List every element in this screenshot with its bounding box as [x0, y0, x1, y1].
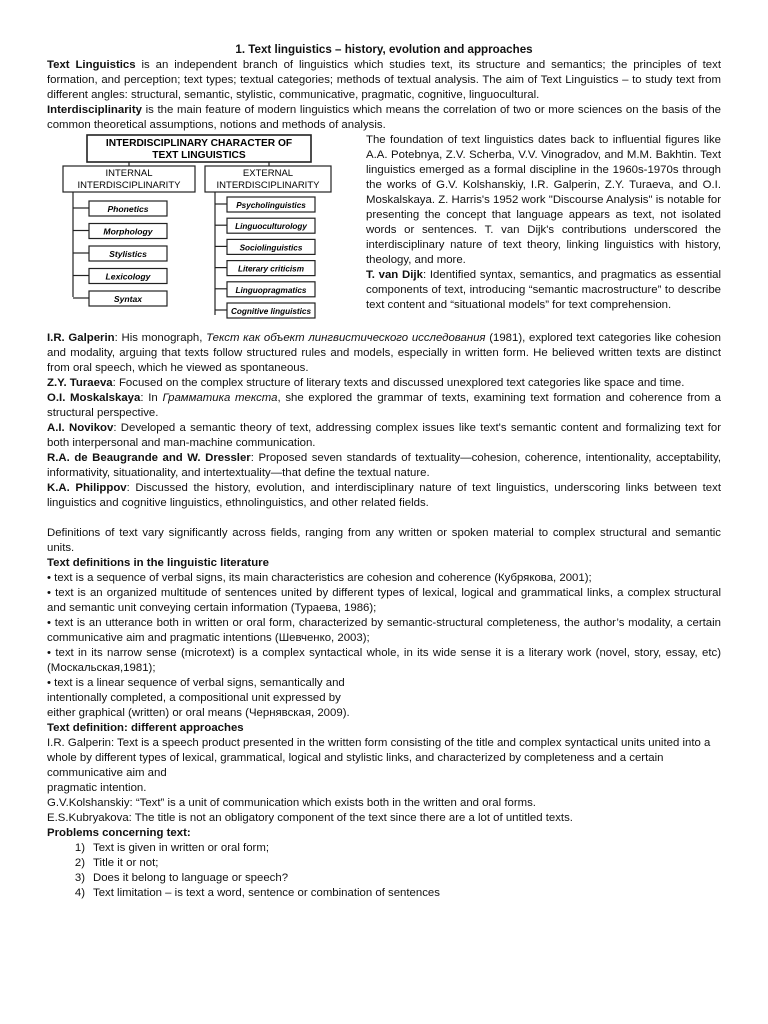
problem-item	[47, 856, 721, 871]
svg-text:Lexicology: Lexicology	[105, 271, 151, 282]
external-items	[215, 197, 315, 318]
section-title: 1. Text linguistics – history, evolution and approaches	[235, 43, 533, 56]
problem-item	[47, 886, 721, 901]
scholar-name: A.I. Novikov	[47, 422, 114, 434]
scholar-name: R.A. de Beaugrande and W. Dressler	[47, 452, 251, 464]
diagram-title-line2: TEXT LINGUISTICS	[152, 150, 246, 161]
heading-approaches: Text definition: different approaches	[47, 722, 244, 734]
definition-interdisciplinarity: is the main feature of modern linguistics which means the correlation of two or more sciences on the basis of the common theoretical assumptions, notions and methods of analysis.	[47, 104, 721, 131]
definition-galperin: I.R. Galperin: Text is a speech product presented in the written form consisting of the title and complex syntactical units united into a whole by different types of lexical, grammatical, logical and stylistic links, and characterized by completeness and a certain communicative aim and	[47, 737, 711, 779]
external-line2: INTERDISCIPLINARITY	[216, 180, 320, 191]
problem-number: 1)	[74, 842, 85, 854]
literature-last-item	[47, 676, 721, 721]
external-item	[227, 239, 315, 254]
scholar-name: I.R. Galperin	[47, 332, 115, 344]
scholar-text: : In	[140, 392, 163, 404]
definition-kolshanskiy: G.V.Kolshanskiy: “Text” is a unit of communication which exists both in the written and oral forms.	[47, 797, 536, 809]
scholar-text-rest: , she explored the grammar of texts, examining text formation and coherence from a structural perspective.	[47, 392, 722, 419]
scholar-text-rest: (1981), explored text categories like cohesion and modality, arguing that texts follow structured rules and models, especially in written form. He believed written texts are distinct from oral speech, which he viewed as spontaneous.	[47, 332, 722, 374]
scholar-text: : Discussed the history, evolution, and interdisciplinary nature of text linguistics, underscoring links between text linguistics and cognitive linguistics, ethnolinguistics, and other related fields.	[47, 482, 721, 509]
diagram-title-line1: INTERDISCIPLINARY CHARACTER OF	[105, 138, 293, 149]
paragraph-text-linguistics	[47, 58, 721, 103]
svg-text:Phonetics: Phonetics	[107, 204, 149, 214]
last-item-line-2: intentionally completed, a compositional unit expressed by	[47, 692, 341, 704]
problem-item	[47, 871, 721, 886]
scholar-paragraph	[47, 481, 721, 511]
scholar-text: : His monograph,	[114, 332, 207, 344]
term-text-linguistics: Text Linguistics	[47, 59, 136, 71]
paragraph-foundation: The foundation of text linguistics dates back to influential figures like A.A. Potebnya, Z.V. Scherba, V.V. Vinogradov, and M.M. Bakhtin. Text linguistics emerged as a formal discipline in the 1960s-1970s through the works of G.V. Kolshanskiy, I.R. Galperin, Z.Y. Turaeva, and O.I. Moskalskaya. Z. Harris's 1952 work "Discourse Analysis" is notable for presenting the concept that language appears as text, not isolated words or sentences. T. van Dijk's contributions underscored the interdisciplinary nature of text theory, linking linguistics with history, theology, and more.	[366, 134, 721, 266]
problem-number: 2)	[74, 857, 85, 869]
definition-kubryakova: E.S.Kubryakova: The title is not an obligatory component of the text since there are a lot of untitled texts.	[47, 812, 573, 824]
literature-definition-item: • text in its narrow sense (microtext) is a complex syntactical whole, in its wide sense it is a literary work (novel, story, essay, etc) (Москальская,1981);	[47, 647, 721, 674]
svg-text:Stylistics: Stylistics	[109, 249, 147, 259]
problem-text: Text is given in written or oral form;	[93, 842, 269, 854]
scholar-name: K.A. Philippov	[47, 482, 127, 494]
text-vandijk: : Identified syntax, semantics, and pragmatics as essential components of text, introducing “semantic macrostructure” to describe text content and “situational models” for text comprehension.	[366, 269, 721, 311]
document-page	[47, 42, 721, 901]
scholar-paragraph	[47, 376, 721, 391]
scholar-text: : Focused on the complex structure of literary texts and discussed unexplored text categories like space and time.	[112, 377, 685, 389]
external-item	[227, 261, 315, 276]
term-interdisciplinarity: Interdisciplinarity	[47, 104, 142, 116]
last-item-line-1: • text is a linear sequence of verbal signs, semantically and	[47, 677, 345, 689]
paragraph-definitions-intro: Definitions of text vary significantly across fields, ranging from any written or spoken material to complex structural and semantic units.	[47, 527, 721, 554]
internal-item	[89, 269, 167, 284]
scholar-work-title: Текст как объект лингвистического исследования	[206, 332, 486, 344]
internal-item	[89, 291, 167, 306]
external-item	[227, 197, 315, 212]
problem-text: Title it or not;	[93, 857, 159, 869]
problem-text: Text limitation – is text a word, sentence or combination of sentences	[93, 887, 440, 899]
external-item	[227, 303, 315, 318]
scholar-paragraph	[47, 391, 721, 421]
svg-text:Cognitive linguistics: Cognitive linguistics	[230, 307, 312, 316]
paragraph-vandijk	[366, 268, 721, 313]
external-item	[227, 218, 315, 233]
internal-line1: INTERNAL	[105, 168, 153, 179]
paragraph-interdisciplinarity	[47, 103, 721, 133]
definition-text-linguistics: is an independent branch of linguistics which studies text, its structure and semantics; the principles of text formation, and perception; text types; textual categories; methods of textual analysis. The aim of Text Linguistics – to study text from different angles: structural, semantic, stylistic, communicative, pragmatic, cognitive, linguocultural.	[47, 59, 721, 101]
definition-galperin-tail: pragmatic intention.	[47, 782, 147, 794]
problem-item	[47, 841, 721, 856]
right-column	[366, 133, 721, 313]
scholar-text: : Proposed seven standards of textuality—cohesion, coherence, intentionality, acceptability, informativity, situationality, and intertextuality—that define the textual nature.	[47, 452, 721, 479]
last-item-line-3: either graphical (written) or oral means (Чернявская, 2009).	[47, 707, 350, 719]
heading-problems: Problems concerning text:	[47, 827, 191, 839]
scholar-paragraph	[47, 331, 721, 376]
svg-text:Sociolinguistics: Sociolinguistics	[239, 243, 303, 253]
internal-items	[73, 201, 167, 306]
svg-text:Linguopragmatics: Linguopragmatics	[235, 285, 307, 295]
scholars-list	[47, 331, 721, 511]
interdisciplinarity-diagram	[59, 133, 359, 331]
scholar-paragraph	[47, 451, 721, 481]
figure-row	[47, 133, 721, 331]
problem-text: Does it belong to language or speech?	[93, 872, 289, 884]
scholar-text: : Developed a semantic theory of text, addressing complex issues like text's semantic content and formalizing text for both interpersonal and man-machine communication.	[47, 422, 721, 449]
internal-item	[89, 246, 167, 261]
literature-definition-item: • text is an utterance both in written or oral form, characterized by semantic-structural completeness, the author’s modality, a certain communicative aim and pragmatic intentions (Шевченко, 2003);	[47, 617, 721, 644]
heading-literature-definitions: Text definitions in the linguistic literature	[47, 557, 269, 569]
svg-text:Syntax: Syntax	[113, 294, 143, 304]
literature-definitions-list	[47, 571, 721, 676]
internal-item	[89, 201, 167, 216]
svg-text:Literary criticism: Literary criticism	[238, 264, 304, 274]
svg-text:Morphology: Morphology	[103, 226, 153, 237]
scholar-paragraph	[47, 421, 721, 451]
problems-list	[47, 841, 721, 901]
external-item	[227, 282, 315, 297]
svg-text:Psycholinguistics: Psycholinguistics	[236, 201, 306, 210]
problem-number: 3)	[74, 872, 85, 884]
scholar-name: O.I. Moskalskaya	[47, 392, 141, 404]
svg-text:Linguoculturology: Linguoculturology	[235, 222, 307, 232]
literature-definition-item: • text is an organized multitude of sentences united by different types of lexical, logical and grammatical links, a complex structural and semantic unit conveying certain information (Тураева, 1986);	[47, 587, 721, 614]
name-vandijk: T. van Dijk	[366, 269, 423, 281]
scholar-name: Z.Y. Turaeva	[47, 377, 113, 389]
scholar-work-title: Грамматика текста	[162, 392, 278, 404]
problem-number: 4)	[74, 887, 85, 899]
internal-line2: INTERDISCIPLINARITY	[77, 180, 181, 191]
external-line1: EXTERNAL	[242, 168, 294, 179]
literature-definition-item: • text is a sequence of verbal signs, its main characteristics are cohesion and coherence (Кубрякова, 2001);	[47, 572, 592, 584]
internal-item	[89, 224, 167, 239]
